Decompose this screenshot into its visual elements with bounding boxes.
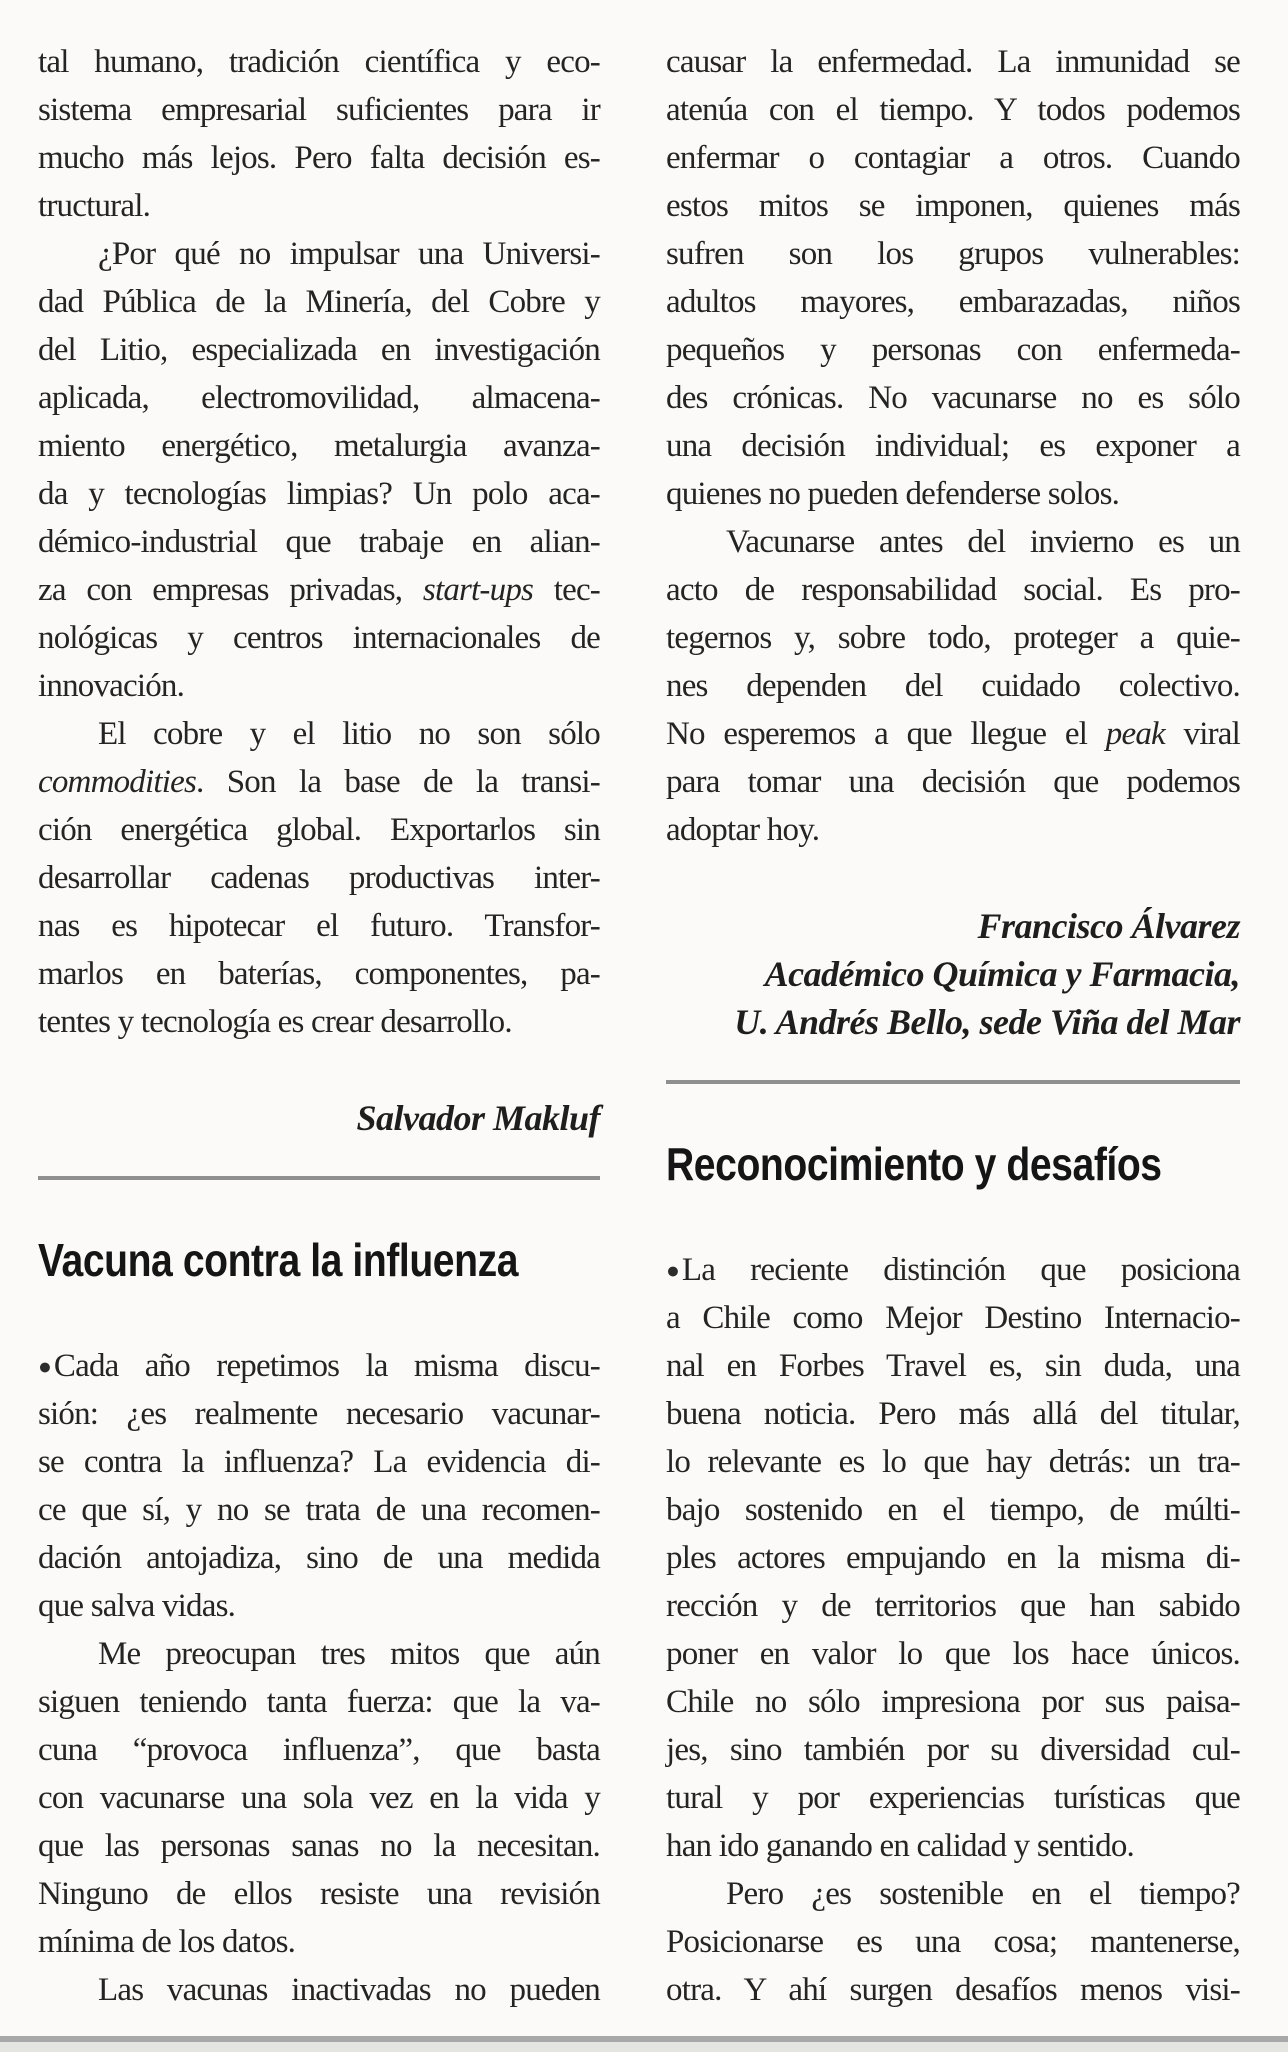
- text-line: mínima de los datos.: [38, 1924, 296, 1960]
- text-line: tegernos y, sobre todo, proteger a quie-: [666, 620, 1240, 656]
- text-line: quienes no pueden defenderse solos.: [666, 476, 1120, 512]
- letter-paragraph: [38, 230, 600, 710]
- text-line: ●La reciente distinción que posiciona: [666, 1246, 1240, 1294]
- letter-signature: [666, 902, 1240, 1046]
- text-line: des crónicas. No vacunarse no es sólo: [666, 380, 1240, 416]
- text-line: nes dependen del cuidado colectivo.: [666, 668, 1240, 704]
- text-line: ●Cada año repetimos la misma discu-: [38, 1342, 600, 1390]
- text-line: miento energético, metalurgia avanza-: [38, 428, 600, 464]
- text-line: siguen teniendo tanta fuerza: que la va-: [38, 1684, 600, 1720]
- text-line: da y tecnologías limpias? Un polo aca-: [38, 476, 600, 512]
- bullet-point-icon: ●: [38, 1354, 52, 1379]
- text-line: innovación.: [38, 668, 185, 704]
- text-line: tentes y tecnología es crear desarrollo.: [38, 1004, 512, 1040]
- text-line: otra. Y ahí surgen desafíos menos visi-: [666, 1972, 1240, 2008]
- text-line: rección y de territorios que han sabido: [666, 1588, 1240, 1624]
- text-line: sufren son los grupos vulnerables:: [666, 236, 1240, 272]
- letter-paragraph: [38, 38, 600, 230]
- text-line: buena noticia. Pero más allá del titular,: [666, 1396, 1240, 1432]
- signature-line: Salvador Makluf: [356, 1098, 600, 1138]
- text-line: za con empresas privadas, start-ups tec-: [38, 572, 600, 608]
- letter-paragraph: [38, 1966, 600, 2014]
- column-left: [38, 0, 600, 2014]
- section-heading: Reconocimiento y desafíos: [666, 1138, 1162, 1190]
- text-line: poner en valor lo que los hace únicos.: [666, 1636, 1240, 1672]
- text-line: pequeños y personas con enfermeda-: [666, 332, 1240, 368]
- page-bottom-shadow: [0, 2042, 1288, 2052]
- text-line: bajo sostenido en el tiempo, de múlti-: [666, 1492, 1240, 1528]
- letter-paragraph: [666, 518, 1240, 854]
- text-line: dación antojadiza, sino de una medida: [38, 1540, 600, 1576]
- text-line: con vacunarse una sola vez en la vida y: [38, 1780, 600, 1816]
- text-line: cuna “provoca influenza”, que basta: [38, 1732, 600, 1768]
- text-line: causar la enfermedad. La inmunidad se: [666, 44, 1240, 80]
- text-line: ples actores empujando en la misma di-: [666, 1540, 1240, 1576]
- text-line: adultos mayores, embarazadas, niños: [666, 284, 1240, 320]
- bullet-point-icon: ●: [666, 1258, 680, 1283]
- text-line: Chile no sólo impresiona por sus paisa-: [666, 1684, 1240, 1720]
- text-line: lo relevante es lo que hay detrás: un tra-: [666, 1444, 1240, 1480]
- text-line: a Chile como Mejor Destino Internacio-: [666, 1300, 1240, 1336]
- signature-line: U. Andrés Bello, sede Viña del Mar: [734, 1002, 1240, 1042]
- text-line: desarrollar cadenas productivas inter-: [38, 860, 600, 896]
- letter-paragraph: [38, 1630, 600, 1966]
- text-line: Ninguno de ellos resiste una revisión: [38, 1876, 600, 1912]
- letter-paragraph-bullet: [666, 1246, 1240, 1870]
- text-line: una decisión individual; es exponer a: [666, 428, 1240, 464]
- letter-paragraph: [666, 38, 1240, 518]
- text-line: que las personas sanas no la necesitan.: [38, 1828, 600, 1864]
- text-line: nal en Forbes Travel es, sin duda, una: [666, 1348, 1240, 1384]
- text-line: para tomar una decisión que podemos: [666, 764, 1240, 800]
- text-line: acto de responsabilidad social. Es pro-: [666, 572, 1240, 608]
- section-divider: [666, 1080, 1240, 1084]
- text-line: tal humano, tradición científica y eco-: [38, 44, 600, 80]
- text-line: del Litio, especializada en investigación: [38, 332, 600, 368]
- text-line: adoptar hoy.: [666, 812, 820, 848]
- letter-paragraph: [38, 710, 600, 1046]
- letter-paragraph: [666, 1870, 1240, 2014]
- text-line: que salva vidas.: [38, 1588, 236, 1624]
- column-right: [666, 0, 1240, 2014]
- signature-line: Académico Química y Farmacia,: [764, 954, 1240, 994]
- letter-paragraph-bullet: [38, 1342, 600, 1630]
- text-line: mucho más lejos. Pero falta decisión es-: [38, 140, 600, 176]
- text-line: Vacunarse antes del invierno es un: [726, 524, 1240, 560]
- text-line: tural y por experiencias turísticas que: [666, 1780, 1240, 1816]
- text-line: marlos en baterías, componentes, pa-: [38, 956, 600, 992]
- letter-signature: [38, 1094, 600, 1142]
- text-line: han ido ganando en calidad y sentido.: [666, 1828, 1135, 1864]
- text-line: nas es hipotecar el futuro. Transfor-: [38, 908, 600, 944]
- text-line: Las vacunas inactivadas no pueden: [98, 1972, 600, 2008]
- text-line: atenúa con el tiempo. Y todos podemos: [666, 92, 1240, 128]
- section-divider: [38, 1176, 600, 1180]
- text-line: nológicas y centros internacionales de: [38, 620, 600, 656]
- section-heading: Vacuna contra la influenza: [38, 1234, 519, 1286]
- text-line: enfermar o contagiar a otros. Cuando: [666, 140, 1240, 176]
- text-line: démico-industrial que trabaje en alian-: [38, 524, 600, 560]
- text-line: estos mitos se imponen, quienes más: [666, 188, 1240, 224]
- text-line: dad Pública de la Minería, del Cobre y: [38, 284, 600, 320]
- text-line: No esperemos a que llegue el peak viral: [666, 716, 1240, 752]
- text-line: se contra la influenza? La evidencia di-: [38, 1444, 600, 1480]
- text-line: aplicada, electromovilidad, almacena-: [38, 380, 600, 416]
- text-line: ¿Por qué no impulsar una Universi-: [98, 236, 600, 272]
- text-line: sión: ¿es realmente necesario vacunar-: [38, 1396, 600, 1432]
- text-line: Pero ¿es sostenible en el tiempo?: [726, 1876, 1240, 1912]
- text-line: ce que sí, y no se trata de una recomen-: [38, 1492, 600, 1528]
- text-line: sistema empresarial suficientes para ir: [38, 92, 600, 128]
- text-line: commodities. Son la base de la transi-: [38, 764, 600, 800]
- text-line: Me preocupan tres mitos que aún: [98, 1636, 600, 1672]
- text-line: ción energética global. Exportarlos sin: [38, 812, 600, 848]
- text-line: Posicionarse es una cosa; mantenerse,: [666, 1924, 1240, 1960]
- text-line: tructural.: [38, 188, 151, 224]
- text-line: El cobre y el litio no son sólo: [98, 716, 600, 752]
- signature-line: Francisco Álvarez: [977, 906, 1240, 946]
- text-line: jes, sino también por su diversidad cul-: [666, 1732, 1240, 1768]
